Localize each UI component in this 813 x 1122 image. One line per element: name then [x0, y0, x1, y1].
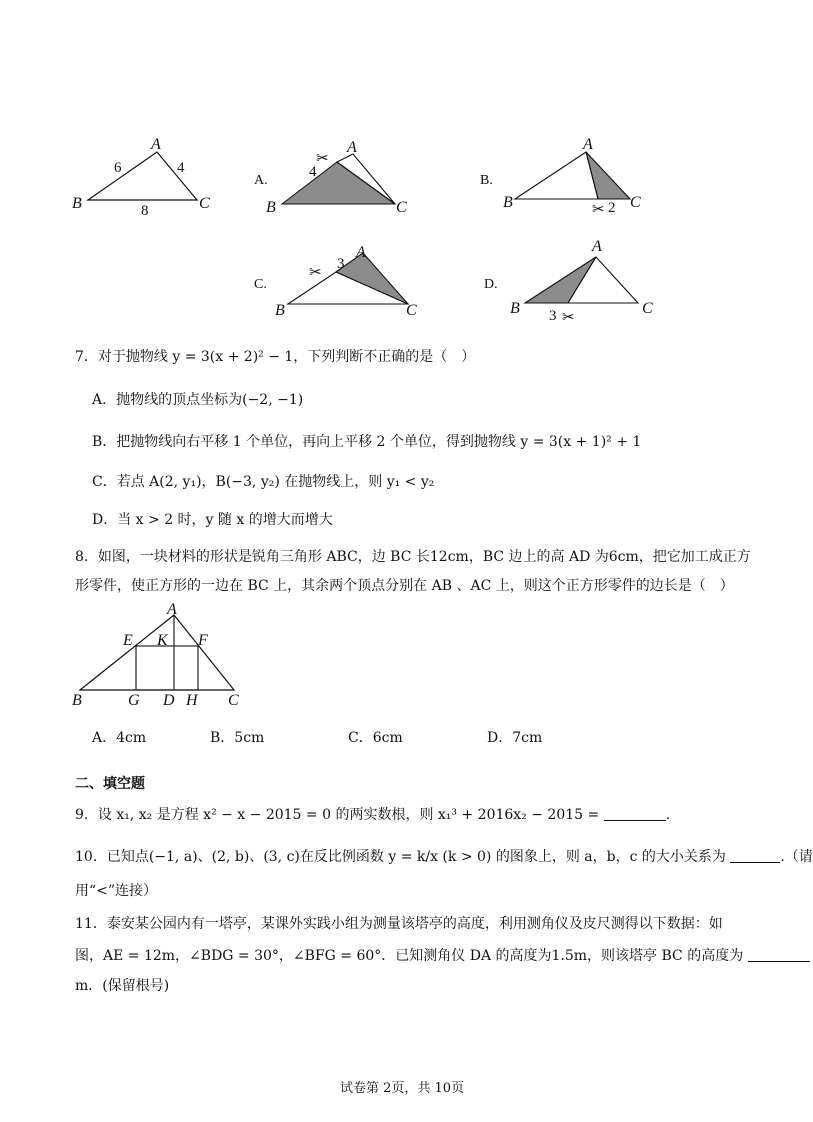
length-bc: 8 [141, 203, 149, 219]
figure-option-c-label-a: A [356, 244, 366, 261]
q11-text: 图，AE = 12m，∠BDG = 30°，∠BFG = 60°．已知测角仪 DA 的高度为1.5m，则该塔亭 BC 的高度为 [75, 948, 744, 964]
figure-option-b-letter: B. [480, 173, 493, 188]
figure-option-a-cut-length: 4 [309, 164, 317, 180]
q10-line2: 用“<”连接） [75, 883, 158, 899]
figure-option-b-label-b: B [503, 194, 513, 211]
figure-option-a-label-c: C [396, 199, 407, 216]
q7-option-c[interactable]: C．若点 A(2, y₁)，B(−3, y₂) 在抛物线上，则 y₁ < y₂ [92, 474, 435, 490]
q7-stem: 7．对于抛物线 y = 3(x + 2)² − 1，下列判断不正确的是（ ） [75, 349, 476, 365]
q8-option-c[interactable]: C．6cm [348, 730, 403, 746]
q10-answer-blank[interactable] [730, 848, 780, 863]
q8-option-a[interactable]: A．4cm [92, 730, 147, 746]
q8-label-f: F [198, 632, 208, 649]
q8-label-k: K [157, 632, 168, 649]
label-a: A [151, 136, 161, 153]
figure-option-d-cut-length: 3 [549, 308, 557, 324]
length-ac: 4 [177, 160, 185, 176]
q11-line3: m．(保留根号) [75, 978, 170, 994]
q9-answer-blank[interactable] [604, 806, 666, 821]
figure-option-c-cut-length: 3 [337, 256, 345, 272]
q8-stem-line1: 8．如图，一块材料的形状是锐角三角形 ABC，边 BC 长12cm，BC 边上的高 AD 为6cm，把它加工成正方 [75, 549, 751, 565]
q8-label-h: H [186, 692, 198, 709]
q11-line1: 11．泰安某公园内有一塔亭，某课外实践小组为测量该塔亭的高度，利用测角仪及皮尺测得以下数据：如 [75, 916, 723, 932]
q8-label-b: B [72, 692, 82, 709]
figure-option-d-label-b: B [510, 300, 520, 317]
q8-option-d[interactable]: D．7cm [487, 730, 543, 746]
q10-text: 10．已知点(−1, a)、(2, b)、(3, c)在反比例函数 y = k/x (k > 0) 的图象上，则 a，b，c 的大小关系为 [75, 849, 726, 865]
figure-option-a-label-a: A [347, 139, 357, 156]
q11-line2 [75, 946, 810, 966]
figure-option-b-label-c: C [630, 194, 641, 211]
q8-label-c: C [228, 692, 239, 709]
figure-option-b[interactable] [500, 135, 650, 215]
figure-option-a-label-b: B [266, 199, 276, 216]
q7-option-d[interactable]: D．当 x > 2 时，y 随 x 的增大而增大 [92, 512, 333, 528]
figure-option-d-label-c: C [642, 300, 653, 317]
section-title-fill-in: 二、填空题 [75, 776, 145, 792]
page-footer: 试卷第 2页，共 10页 [340, 1081, 465, 1096]
q9-end: . [665, 807, 671, 823]
q7-option-a[interactable]: A．抛物线的顶点坐标为(−2, −1) [92, 392, 304, 408]
length-ab: 6 [114, 160, 122, 176]
q8-label-a: A [167, 601, 177, 618]
scissors-icon: ✂ [316, 149, 329, 167]
q9-line [75, 805, 670, 825]
label-c: C [199, 195, 210, 212]
label-b: B [72, 195, 82, 212]
figure-option-c-letter: C. [254, 277, 267, 292]
q7-option-b[interactable]: B．把抛物线向右平移 1 个单位，再向上平移 2 个单位，得到抛物线 y = 3(x + 1)² + 1 [92, 434, 642, 450]
q8-label-e: E [123, 632, 133, 649]
q8-label-d: D [163, 692, 175, 709]
figure-option-b-cut-length: 2 [608, 200, 616, 216]
figure-option-c-label-c: C [406, 302, 417, 319]
q11-answer-blank[interactable] [748, 947, 810, 962]
scissors-icon: ✂ [562, 308, 575, 326]
figure-option-d-letter: D. [484, 277, 498, 292]
q10-line1-end: .（请 [780, 849, 813, 865]
scissors-icon: ✂ [592, 200, 605, 218]
q9-text: 9．设 x₁, x₂ 是方程 x² − x − 2015 = 0 的两实数根，则 x₁³ + 2016x₂ − 2015 = [75, 807, 600, 823]
figure-option-d[interactable] [510, 245, 660, 320]
q10-line1 [75, 847, 813, 867]
figure-option-a-letter: A. [254, 173, 268, 188]
q8-label-g: G [128, 692, 140, 709]
q8-stem-line2: 形零件，使正方形的一边在 BC 上，其余两个顶点分别在 AB 、AC 上，则这个正方形零件的边长是（ ） [75, 578, 734, 594]
scissors-icon: ✂ [309, 263, 322, 281]
figure-option-c-label-b: B [275, 302, 285, 319]
q8-figure-triangle [70, 600, 260, 700]
figure-option-d-label-a: A [592, 238, 602, 255]
q8-option-b[interactable]: B．5cm [210, 730, 265, 746]
figure-option-b-label-a: A [583, 136, 593, 153]
